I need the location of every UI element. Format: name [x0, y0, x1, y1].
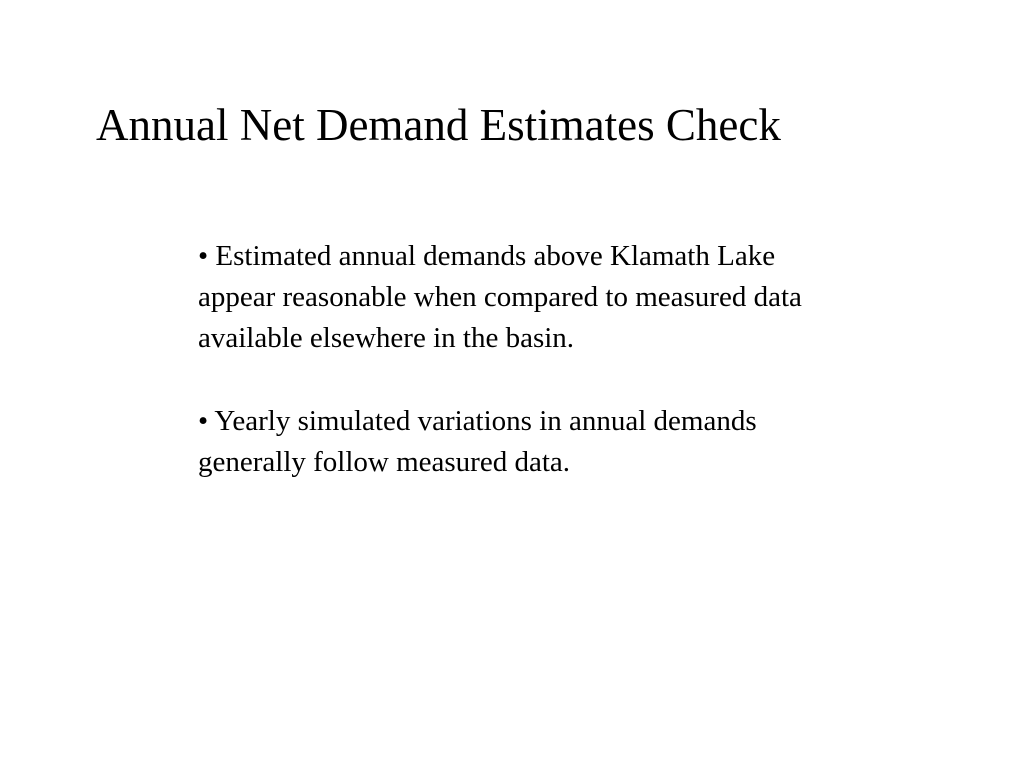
bullet-list [198, 236, 928, 525]
bullet-item-demand-estimates [198, 236, 928, 359]
bullet-text-line: • Estimated annual demands above Klamath Lake [198, 240, 776, 272]
bullet-item-yearly-variations [198, 401, 928, 483]
slide-title: Annual Net Demand Estimates Check [96, 100, 781, 150]
bullet-text-line: • Yearly simulated variations in annual demands [198, 405, 757, 437]
bullet-text-line: appear reasonable when compared to measured data [198, 281, 802, 313]
bullet-text-line: available elsewhere in the basin. [198, 322, 575, 354]
bullet-text-line: generally follow measured data. [198, 446, 571, 478]
